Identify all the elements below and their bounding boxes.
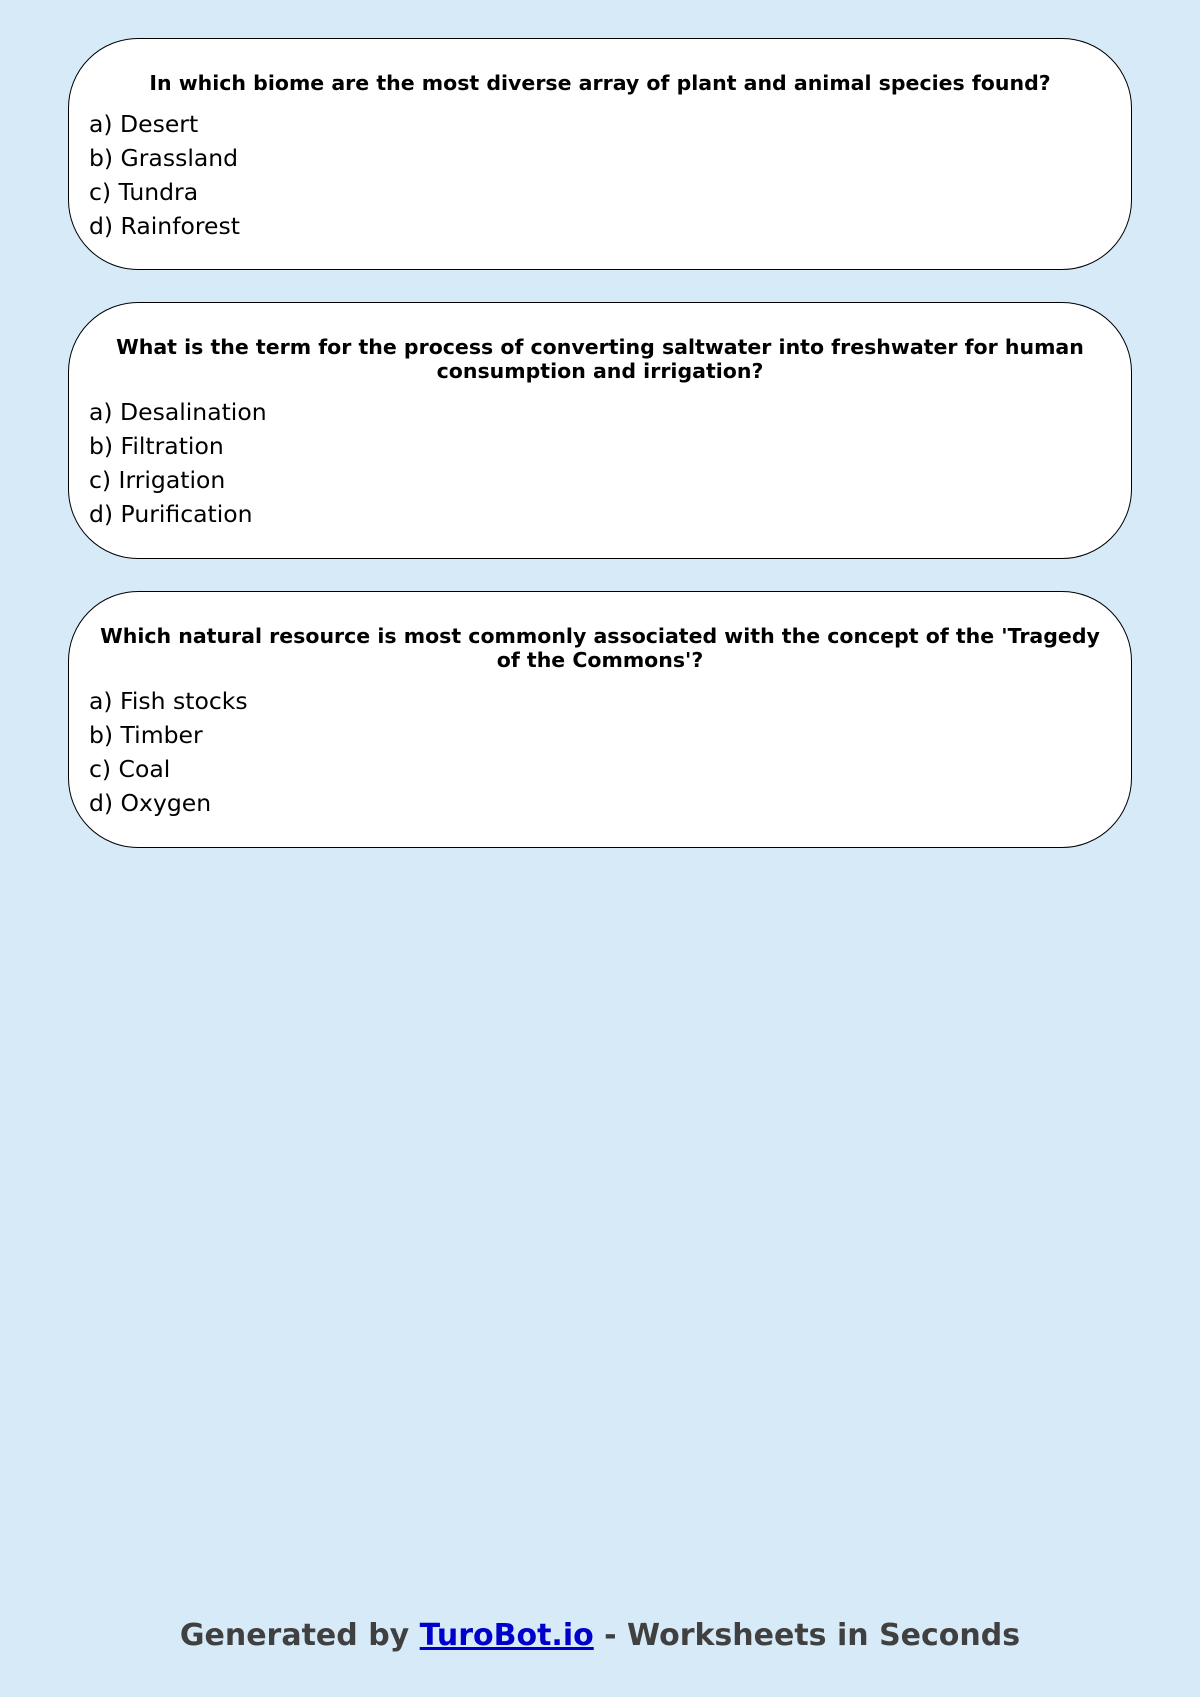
- question-text: In which biome are the most diverse array of plant and animal species found?: [149, 71, 1051, 95]
- answer-option-b: b) Filtration: [89, 432, 224, 460]
- turobot-link[interactable]: TuroBot.io: [419, 1618, 594, 1653]
- answer-options: [89, 107, 1111, 243]
- answer-option-d: d) Rainforest: [89, 212, 240, 240]
- answer-option-d: d) Purification: [89, 500, 253, 528]
- question-card-3: [68, 591, 1132, 848]
- question-text: Which natural resource is most commonly associated with the concept of the 'Tragedy of the Commons'?: [100, 624, 1100, 672]
- answer-options: [89, 395, 1111, 531]
- answer-option-b: b) Timber: [89, 721, 203, 749]
- question-card-1: [68, 38, 1132, 270]
- answer-option-a: a) Desert: [89, 110, 199, 138]
- footer-suffix: - Worksheets in Seconds: [593, 1618, 1021, 1653]
- footer-prefix: Generated by: [179, 1618, 420, 1653]
- answer-option-a: a) Desalination: [89, 398, 267, 426]
- answer-option-d: d) Oxygen: [89, 789, 212, 817]
- answer-option-c: c) Tundra: [89, 178, 199, 206]
- answer-option-c: c) Coal: [89, 755, 171, 783]
- question-list: [68, 38, 1132, 880]
- footer: [0, 1618, 1200, 1653]
- answer-option-b: b) Grassland: [89, 144, 239, 172]
- question-card-2: [68, 302, 1132, 559]
- question-text: What is the term for the process of converting saltwater into freshwater for human consumption and irrigation?: [116, 335, 1084, 383]
- answer-option-a: a) Fish stocks: [89, 687, 248, 715]
- answer-option-c: c) Irrigation: [89, 466, 226, 494]
- answer-options: [89, 684, 1111, 820]
